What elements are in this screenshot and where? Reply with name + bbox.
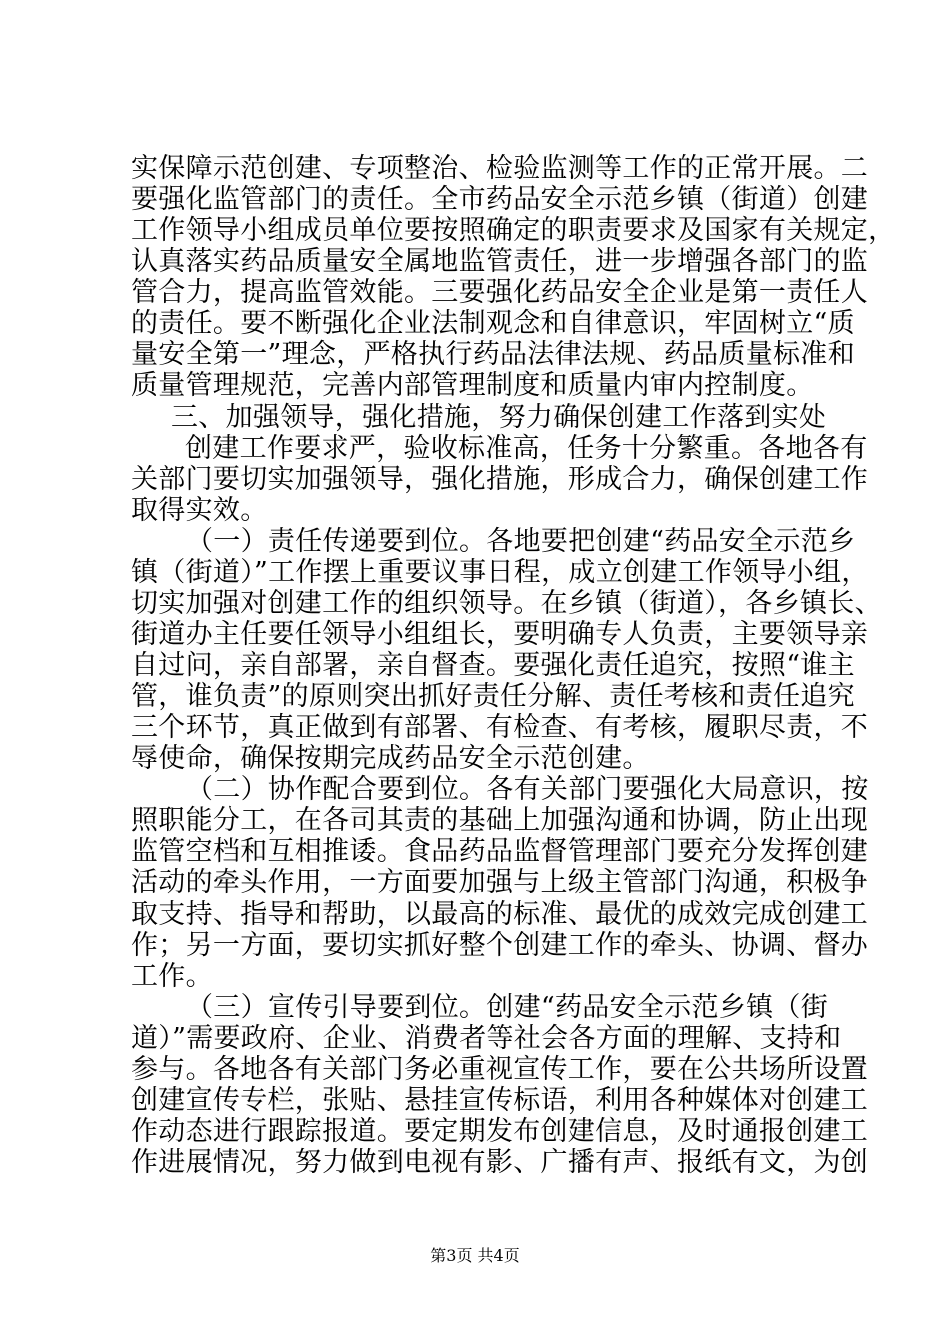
text-line: 工作。	[131, 960, 213, 992]
text-line: 照职能分工，在各司其责的基础上加强沟通和协调，防止出现	[131, 805, 869, 837]
text-line: 作动态进行跟踪报道。要定期发布创建信息，及时通报创建工	[131, 1115, 869, 1147]
text-line: 自过问，亲自部署，亲自督查。要强化责任追究，按照“谁主	[131, 650, 855, 681]
text-line: 切实加强对创建工作的组织领导。在乡镇（街道），各乡镇长、	[131, 587, 882, 619]
text-line: 质量管理规范，完善内部管理制度和质量内审内控制度。	[131, 370, 814, 402]
text-line: 道）”需要政府、企业、消费者等社会各方面的理解、支持和	[131, 1022, 842, 1054]
text-line: 作；另一方面，要切实抓好整个创建工作的牵头、协调、督办	[131, 929, 869, 961]
text-line: 监管空档和互相推诿。食品药品监督管理部门要充分发挥创建	[131, 836, 869, 868]
text-line: 要强化监管部门的责任。全市药品安全示范乡镇（街道）创建	[131, 184, 869, 216]
text-line: 作进展情况，努力做到电视有影、广播有声、报纸有文，为创	[131, 1147, 869, 1178]
text-line: 关部门要切实加强领导，强化措施，形成合力，确保创建工作	[131, 463, 869, 495]
page-footer: 第3页 共4页	[430, 1246, 520, 1265]
text-line: （二）协作配合要到位。各有关部门要强化大局意识，按	[186, 774, 869, 806]
text-line: 辱使命，确保按期完成药品安全示范创建。	[131, 743, 650, 775]
text-line: 量安全第一”理念，严格执行药品法律法规、药品质量标准和	[131, 339, 855, 371]
text-line: 镇（街道）”工作摆上重要议事日程，成立创建工作领导小组，	[131, 556, 869, 588]
text-line: （一）责任传递要到位。各地要把创建“药品安全示范乡	[186, 525, 856, 557]
text-line: 取支持、指导和帮助，以最高的标准、最优的成效完成创建工	[131, 898, 869, 930]
text-line: 实保障示范创建、专项整治、检验监测等工作的正常开展。二	[131, 153, 869, 184]
text-line: 创建宣传专栏，张贴、悬挂宣传标语，利用各种媒体对创建工	[131, 1084, 869, 1116]
text-line: 取得实效。	[131, 494, 268, 526]
text-line: 三个环节，真正做到有部署、有检查、有考核，履职尽责，不	[131, 712, 869, 744]
text-line: 管，谁负责”的原则突出抓好责任分解、责任考核和责任追究	[131, 681, 855, 713]
text-line: 工作领导小组成员单位要按照确定的职责要求及国家有关规定，	[131, 215, 896, 247]
text-line: 创建工作要求严，验收标准高，任务十分繁重。各地各有	[185, 432, 868, 464]
text-line: 街道办主任要任领导小组组长，要明确专人负责，主要领导亲	[131, 618, 869, 650]
text-line: 认真落实药品质量安全属地监管责任，进一步增强各部门的监	[131, 246, 869, 278]
text-line: 的责任。要不断强化企业法制观念和自律意识，牢固树立“质	[131, 308, 855, 340]
text-line: 参与。各地各有关部门务必重视宣传工作，要在公共场所设置	[131, 1053, 869, 1085]
section-heading: 三、加强领导，强化措施，努力确保创建工作落到实处	[171, 401, 827, 433]
text-line: 管合力，提高监管效能。三要强化药品安全企业是第一责任人	[131, 277, 869, 309]
text-line: （三）宣传引导要到位。创建“药品安全示范乡镇（街	[186, 991, 829, 1023]
text-line: 活动的牵头作用，一方面要加强与上级主管部门沟通，积极争	[131, 867, 869, 899]
